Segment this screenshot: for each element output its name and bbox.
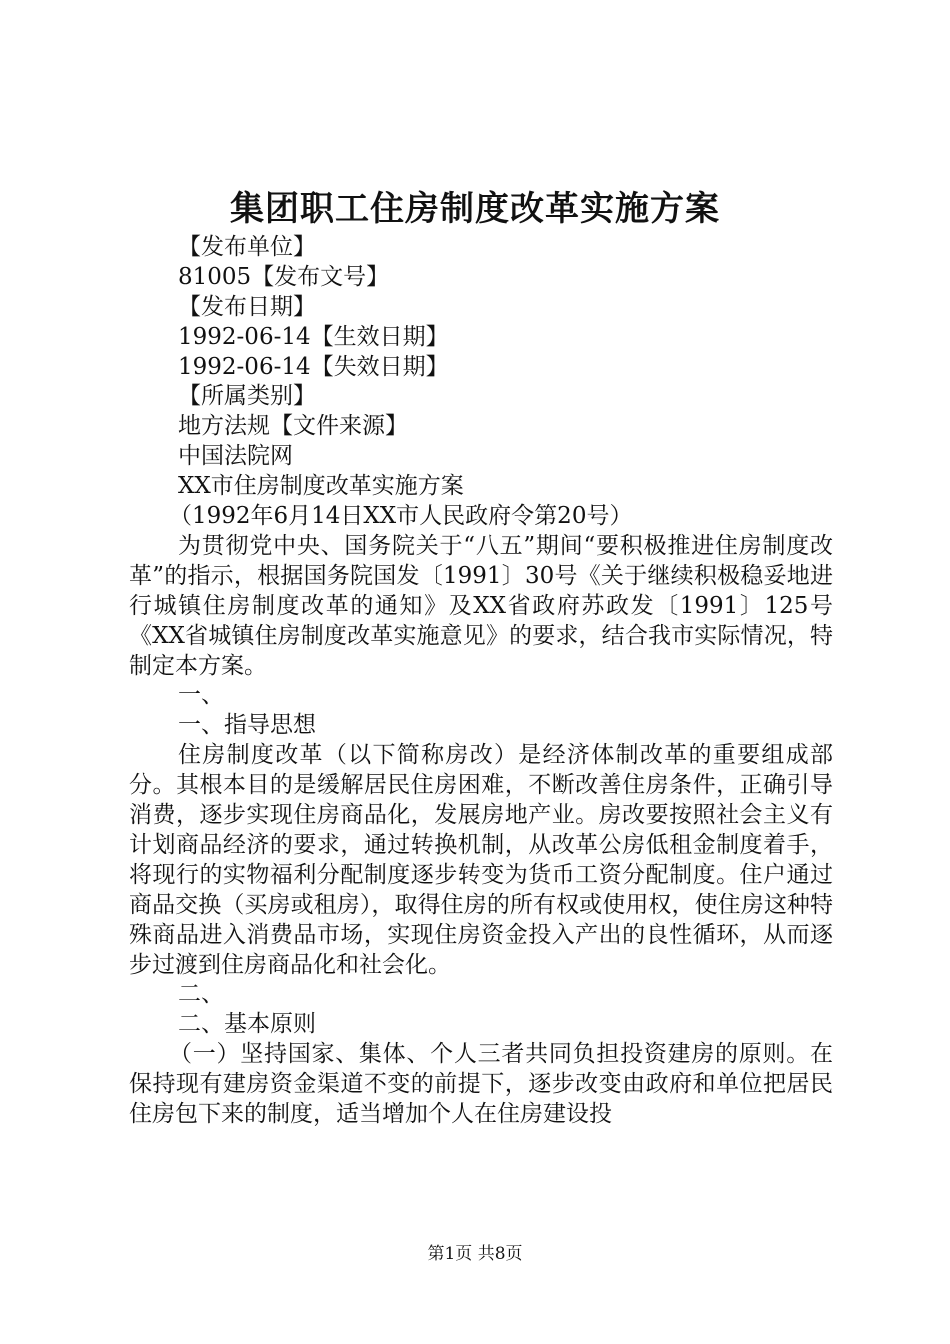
source-row xyxy=(129,412,833,442)
pub-date-row xyxy=(129,293,833,323)
section-1-paragraph: 住房制度改革（以下简称房改）是经济体制改革的重要组成部分。其根本目的是缓解居民住房困难，不断改善住房条件，正确引导消费，逐步实现住房商品化，发展房地产业。房改要按照社会主义有计划商品经济的要求，通过转换机制，从改革公房低租金制度着手，将现行的实物福利分配制度逐步转变为货币工资分配制度。住户通过商品交换（买房或租房），取得住房的所有权或使用权，使住房这种特殊商品进入消费品市场，实现住房资金投入产出的良性循环，从而逐步过渡到住房商品化和社会化。 xyxy=(129,742,833,978)
publisher-row xyxy=(129,233,833,263)
pub-date-label: 【发布日期】 xyxy=(178,293,316,320)
category-label: 【所属类别】 xyxy=(178,383,316,410)
doc-number-row xyxy=(129,263,833,293)
doc-subtitle: XX市住房制度改革实施方案 xyxy=(178,473,464,500)
section-2-heading: 二、基本原则 xyxy=(178,1011,316,1038)
document-body xyxy=(129,233,833,1130)
expire-date-row xyxy=(129,353,833,383)
page-footer: 第1页 共8页 xyxy=(427,1244,523,1264)
source-label: 【文件来源】 xyxy=(270,413,408,440)
section-2-marker: 二、 xyxy=(178,981,224,1008)
publisher-label: 【发布单位】 xyxy=(178,234,316,260)
doc-number-label: 【发布文号】 xyxy=(251,263,390,290)
category-row xyxy=(129,382,833,412)
pub-date-value: 1992-06-14 xyxy=(178,323,311,350)
doc-order: （1992年6月14日XX市人民政府令第20号） xyxy=(169,503,633,530)
document-title: 集团职工住房制度改革实施方案 xyxy=(230,189,720,229)
source-value-row xyxy=(129,442,833,472)
intro-paragraph: 为贯彻党中央、国务院关于“八五”期间“要积极推进住房制度改革”的指示，根据国务院国发〔1991〕30号《关于继续积极稳妥地进行城镇住房制度改革的通知》及XX省政府苏政发〔1991〕125号《XX省城镇住房制度改革实施意见》的要求，结合我市实际情况，特制定本方案。 xyxy=(129,532,833,679)
section-2-paragraph: （一）坚持国家、集体、个人三者共同负担投资建房的原则。在保持现有建房资金渠道不变的前提下，逐步改变由政府和单位把居民住房包下来的制度，适当增加个人在住房建设投 xyxy=(129,1041,833,1128)
effective-date-row xyxy=(129,323,833,353)
expire-date-label: 【失效日期】 xyxy=(310,353,449,380)
category-value: 地方法规 xyxy=(178,413,270,440)
doc-number-value: 81005 xyxy=(178,263,252,290)
effective-date-value: 1992-06-14 xyxy=(178,353,311,380)
source-value: 中国法院网 xyxy=(178,443,293,470)
section-1-marker: 一、 xyxy=(178,682,224,709)
section-1-heading: 一、指导思想 xyxy=(178,712,316,739)
effective-date-label: 【生效日期】 xyxy=(310,323,449,350)
